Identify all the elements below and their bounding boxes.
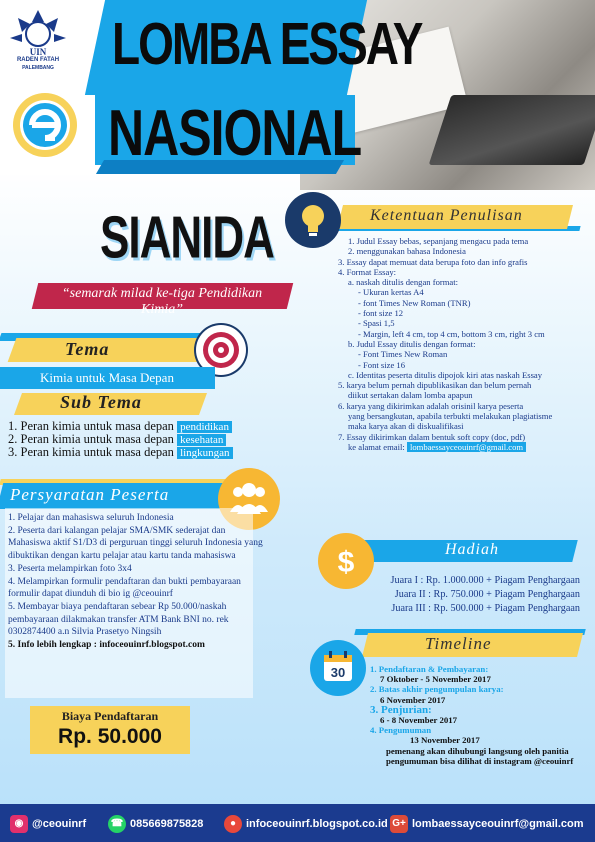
biaya-value: Rp. 50.000 xyxy=(58,725,162,748)
persyaratan-item: 5. Info lebih lengkap : infoceouinrf.blogspot.com xyxy=(8,640,205,651)
instagram-icon: ◉ xyxy=(10,815,28,833)
ketentuan-line: 1. Judul Essay bebas, sepanjang mengacu pada tema xyxy=(348,236,529,246)
ketentuan-line: 4. Format Essay: xyxy=(338,266,397,277)
ketentuan-line: 2. menggunakan bahasa Indonesia xyxy=(348,246,466,257)
whatsapp-icon: ☎ xyxy=(108,815,126,833)
persyaratan-item: 2. Peserta dari kalangan pelajar SMA/SMK sederajat dan Mahasiswa aktif S1/D3 di perguruan tinggi seluruh Indonesia yang dibuktikan dengan kartu pelajar atau kartu tanda mahasiswa xyxy=(8,526,263,561)
dollar-icon xyxy=(318,533,374,589)
tema-value: Kimia untuk Masa Depan xyxy=(40,370,174,385)
hadiah-heading: Hadiah xyxy=(445,541,499,558)
ketentuan-line: diikut sertakan dalam lomba apapun xyxy=(348,390,473,401)
event-tagline: “semarak milad ke-tiga Pendidikan Kimia” xyxy=(61,286,263,317)
hadiah-item: Juara II : Rp. 750.000 + Piagam Penghargaan xyxy=(394,589,580,600)
ketentuan-line: b. Judul Essay ditulis dengan format: xyxy=(348,338,476,349)
lightbulb-icon xyxy=(285,192,341,248)
persyaratan-heading: Persyaratan Peserta xyxy=(10,485,170,504)
ketentuan-line: 7. Essay dikirimkan dalam bentuk soft copy (doc, pdf) xyxy=(338,431,526,442)
persyaratan-item: 5. Membayar biaya pendaftaran sebear Rp 50.000/naskah pembayaraan dilakmakan transfer ATM Bank BNI no. rek 0302874400 a.n Silvia Prasetyo Ningsih xyxy=(8,602,229,637)
ketentuan-line: - font Times New Roman (TNR) xyxy=(358,297,471,308)
footer-gplus-text: lombaessayceouinrf@gmail.com xyxy=(412,818,584,830)
ketentuan-line: a. naskah ditulis dengan format: xyxy=(348,277,459,288)
footer-whatsapp-text: 085669875828 xyxy=(130,818,204,830)
logo-line-2: RADEN FATAH xyxy=(16,57,60,63)
subtema-item-tag: kesehatan xyxy=(177,434,226,446)
timeline-note: pengumuman bisa dilihat di instagram @ceouinrf xyxy=(386,755,574,766)
timeline-item-date: 6 November 2017 xyxy=(380,694,446,705)
header-photo-laptop xyxy=(429,95,595,165)
uin-logo-text xyxy=(8,48,68,72)
ketentuan-line: maka karya akan di diskualifikasi xyxy=(348,421,464,432)
timeline-item-head: 3. Penjurian: xyxy=(370,703,432,716)
footer-blog-text: infoceouinrf.blogspot.co.id xyxy=(246,818,388,830)
footer-instagram[interactable] xyxy=(10,815,86,833)
ketentuan-line: - Ukuran kertas A4 xyxy=(358,287,424,298)
subtema-item xyxy=(8,445,233,460)
ketentuan-line: 3. Essay dapat memuat data berupa foto dan info grafis xyxy=(338,256,528,267)
footer-instagram-text: @ceouinrf xyxy=(32,818,87,830)
blogger-icon: ● xyxy=(224,815,242,833)
ketentuan-email-line xyxy=(338,442,588,452)
timeline-item-head: 2. Batas akhir pengumpulan karya: xyxy=(370,684,504,695)
timeline-note: pemenang akan dihubungi langsung oleh panitia xyxy=(386,745,569,756)
footer-blog[interactable] xyxy=(224,815,388,833)
persyaratan-item: 4. Melampirkan formulir pendaftaran dan bukti pembayaraan formulir dapat diunduh di bio ig @ceouinrf xyxy=(8,577,241,600)
ketentuan-list xyxy=(338,236,588,452)
persyaratan-item: 1. Pelajar dan mahasiswa seluruh Indonesia xyxy=(8,513,174,523)
timeline-item-head: 4. Pengumuman xyxy=(370,725,432,736)
subtema-item-tag: pendidikan xyxy=(177,421,232,433)
timeline-heading: Timeline xyxy=(425,634,492,653)
logo-line-3: PALEMBANG xyxy=(22,65,54,71)
timeline-item-date: 7 Oktober - 5 November 2017 xyxy=(380,674,491,685)
subtema-item-text: 2. Peran kimia untuk masa depan xyxy=(8,432,174,446)
subtema-item-text: 3. Peran kimia untuk masa depan xyxy=(8,445,174,459)
ketentuan-heading: Ketentuan Penulisan xyxy=(370,207,523,224)
tema-header-bar xyxy=(8,338,217,362)
ketentuan-line: - Font size 16 xyxy=(358,359,406,370)
ketentuan-line: yang bersangkutan, apabila terbukti melakukan plagiatisme xyxy=(348,411,553,422)
ketentuan-email[interactable]: lombaessayceouinrf@gmail.com xyxy=(407,442,526,452)
calendar-number: 30 xyxy=(330,665,346,680)
timeline-item-date: 6 - 8 November 2017 xyxy=(380,715,458,726)
persyaratan-list xyxy=(8,512,270,652)
ketentuan-line: - font size 12 xyxy=(358,308,404,319)
ketentuan-line: 5. karya belum pernah dipublikasikan dan belum pernah xyxy=(338,380,532,391)
google-plus-icon: G+ xyxy=(390,815,408,833)
title-line-1: LOMBA ESSAY xyxy=(112,9,422,77)
timeline-item-head: 1. Pendaftaran & Pembayaran: xyxy=(370,664,489,674)
svg-text:$: $ xyxy=(337,546,355,579)
footer-gplus[interactable] xyxy=(390,815,584,833)
timeline-list xyxy=(370,664,590,766)
hadiah-item: Juara III : Rp. 500.000 + Piagam Penghargaan xyxy=(391,603,580,614)
ketentuan-line: - Spasi 1,5 xyxy=(358,318,395,329)
ceo-logo-icon xyxy=(12,92,78,158)
hadiah-list xyxy=(370,574,580,616)
ketentuan-line: c. Identitas peserta ditulis dipojok kiri atas naskah Essay xyxy=(348,369,543,380)
logo-line-1: UIN xyxy=(29,47,47,57)
ketentuan-line: - Margin, left 4 cm, top 4 cm, bottom 3 cm, right 3 cm xyxy=(358,328,545,339)
hadiah-item: Juara I : Rp. 1.000.000 + Piagam Penghargaan xyxy=(390,575,580,586)
calendar-icon xyxy=(310,640,366,696)
footer-whatsapp[interactable] xyxy=(108,815,203,833)
persyaratan-item: 3. Peserta melampirkan foto 3x4 xyxy=(8,563,132,574)
subtema-item-text: 1. Peran kimia untuk masa depan xyxy=(8,419,174,433)
ketentuan-line: 6. karya yang dikirimkan adalah orisinil karya peserta xyxy=(338,400,524,411)
biaya-label: Biaya Pendaftaran xyxy=(61,709,159,723)
event-name: SIANIDA xyxy=(100,205,274,272)
tema-heading: Tema xyxy=(65,339,110,359)
subtema-item-tag: lingkungan xyxy=(177,447,233,459)
subtema-heading: Sub Tema xyxy=(60,392,142,412)
timeline-item-date: 13 November 2017 xyxy=(410,735,480,746)
ketentuan-line: - Font Times New Roman xyxy=(358,349,448,360)
title-line-2: NASIONAL xyxy=(108,96,362,170)
ketentuan-email-prefix: ke alamat email: xyxy=(348,441,405,452)
